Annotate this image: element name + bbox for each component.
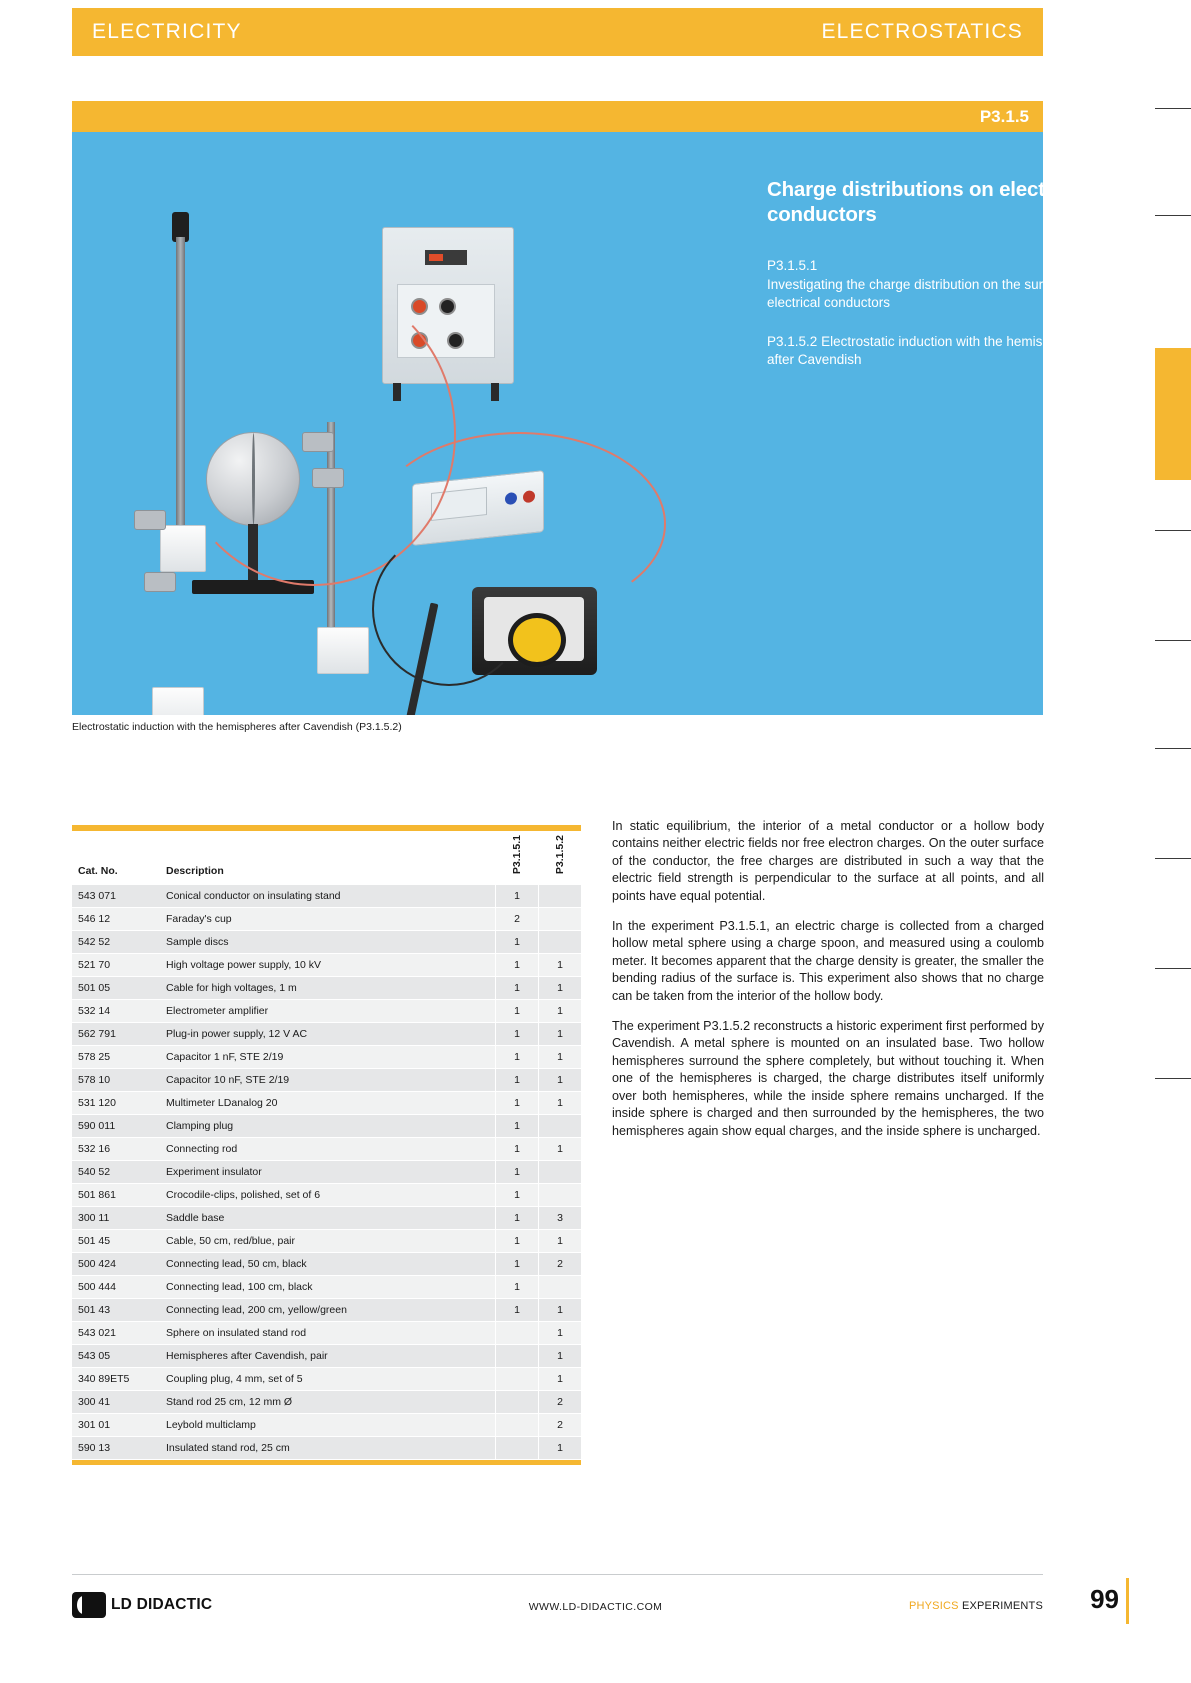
cell-qty-p31511: 1 xyxy=(496,1138,539,1161)
experiment-code: P3.1.5 xyxy=(979,107,1029,126)
cell-description: Insulated stand rod, 25 cm xyxy=(160,1437,496,1460)
page-number: 99 xyxy=(1090,1584,1119,1614)
cell-description: Conical conductor on insulating stand xyxy=(160,885,496,908)
cell-cat-no: 501 45 xyxy=(72,1230,160,1253)
cell-qty-p31512 xyxy=(539,908,582,931)
cell-qty-p31511: 1 xyxy=(496,1207,539,1230)
body-paragraph-3: The experiment P3.1.5.2 reconstructs a historic experiment first performed by Cavendish. A metal sphere is mounted on an insulated base. Two hollow hemispheres surround the sphere completely, but without touching it. When one of the hemispheres is charged, the charge distributes itself uniformly over both hemispheres, while the inside sphere remains uncharged. If the inside sphere is charged and then surrounded by the hemispheres, the two hemispheres again show equal charges, and the inside sphere is uncharged. xyxy=(612,1019,1044,1138)
cell-qty-p31511 xyxy=(496,1437,539,1460)
column-header-cat-no: Cat. No. xyxy=(72,831,160,885)
cell-cat-no: 501 861 xyxy=(72,1184,160,1207)
cell-cat-no: 590 011 xyxy=(72,1115,160,1138)
parts-table xyxy=(72,825,581,1460)
cell-description: Clamping plug xyxy=(160,1115,496,1138)
cell-qty-p31512: 2 xyxy=(539,1253,582,1276)
parts-table-wrapper xyxy=(72,825,581,1465)
cell-qty-p31511: 1 xyxy=(496,1161,539,1184)
table-row xyxy=(72,1230,581,1253)
cell-qty-p31512 xyxy=(539,1184,582,1207)
supply-leg xyxy=(491,383,499,401)
cell-qty-p31511: 1 xyxy=(496,1092,539,1115)
experiment-1-text: Investigating the charge distribution on the surface of electrical conductors xyxy=(767,276,1084,310)
cell-qty-p31511: 1 xyxy=(496,1115,539,1138)
table-row xyxy=(72,1046,581,1069)
cell-description: Capacitor 10 nF, STE 2/19 xyxy=(160,1069,496,1092)
column-header-p31512: P3.1.5.2 xyxy=(539,831,582,885)
cell-cat-no: 590 13 xyxy=(72,1437,160,1460)
cell-cat-no: 543 071 xyxy=(72,885,160,908)
table-row xyxy=(72,931,581,954)
table-bottom-bar xyxy=(72,1460,581,1465)
cell-qty-p31512: 1 xyxy=(539,1299,582,1322)
margin-tick xyxy=(1155,530,1191,531)
saddle-base xyxy=(317,627,369,674)
figure-caption: Electrostatic induction with the hemispheres after Cavendish (P3.1.5.2) xyxy=(72,721,402,733)
cell-qty-p31512: 1 xyxy=(539,1368,582,1391)
cell-qty-p31511: 1 xyxy=(496,954,539,977)
cell-qty-p31511: 1 xyxy=(496,931,539,954)
cell-description: Sphere on insulated stand rod xyxy=(160,1322,496,1345)
cell-qty-p31512: 1 xyxy=(539,1322,582,1345)
table-row xyxy=(72,1437,581,1460)
table-row xyxy=(72,1299,581,1322)
supply-knob-icon xyxy=(439,298,456,315)
cell-qty-p31511: 1 xyxy=(496,1046,539,1069)
footer-section-physics: PHYSICS xyxy=(908,1600,959,1612)
experiment-2-code: P3.1.5.2 xyxy=(767,333,818,349)
insulator-block xyxy=(152,687,204,715)
table-row xyxy=(72,1276,581,1299)
cell-cat-no: 578 10 xyxy=(72,1069,160,1092)
cell-qty-p31511: 1 xyxy=(496,1230,539,1253)
table-row xyxy=(72,954,581,977)
table-row xyxy=(72,1253,581,1276)
cell-description: Plug-in power supply, 12 V AC xyxy=(160,1023,496,1046)
cell-cat-no: 500 424 xyxy=(72,1253,160,1276)
experiment-2-block xyxy=(767,333,1097,370)
supply-socket-icon xyxy=(447,332,464,349)
cell-cat-no: 300 41 xyxy=(72,1391,160,1414)
cell-description: Connecting rod xyxy=(160,1138,496,1161)
table-header-row xyxy=(72,831,581,885)
table-row xyxy=(72,1115,581,1138)
table-row xyxy=(72,1000,581,1023)
cell-qty-p31511 xyxy=(496,1345,539,1368)
cell-cat-no: 542 52 xyxy=(72,931,160,954)
cell-qty-p31511: 1 xyxy=(496,885,539,908)
hero-text-block xyxy=(767,177,1097,370)
footer-section-label xyxy=(909,1600,1043,1612)
body-text-column xyxy=(612,818,1044,1140)
cell-cat-no: 532 14 xyxy=(72,1000,160,1023)
cell-description: Connecting lead, 200 cm, yellow/green xyxy=(160,1299,496,1322)
cell-cat-no: 501 05 xyxy=(72,977,160,1000)
insulator-block xyxy=(160,525,206,572)
cell-description: Multimeter LDanalog 20 xyxy=(160,1092,496,1115)
header-left-title: ELECTRICITY xyxy=(92,20,242,43)
column-header-description: Description xyxy=(160,831,496,885)
cell-cat-no: 531 120 xyxy=(72,1092,160,1115)
cell-qty-p31512 xyxy=(539,1115,582,1138)
cell-qty-p31511: 1 xyxy=(496,1299,539,1322)
hero-code-bar xyxy=(72,101,1043,132)
cell-qty-p31511: 1 xyxy=(496,1000,539,1023)
cell-description: Hemispheres after Cavendish, pair xyxy=(160,1345,496,1368)
cell-qty-p31511: 1 xyxy=(496,1253,539,1276)
cell-qty-p31512: 1 xyxy=(539,1000,582,1023)
cell-description: Coupling plug, 4 mm, set of 5 xyxy=(160,1368,496,1391)
cell-description: Experiment insulator xyxy=(160,1161,496,1184)
cell-qty-p31511: 1 xyxy=(496,977,539,1000)
section-tab-marker xyxy=(1155,348,1191,480)
cell-qty-p31512: 2 xyxy=(539,1414,582,1437)
cell-qty-p31511 xyxy=(496,1391,539,1414)
cell-qty-p31511: 1 xyxy=(496,1276,539,1299)
cell-qty-p31511 xyxy=(496,1414,539,1437)
hero-section xyxy=(72,101,1086,715)
table-row xyxy=(72,1207,581,1230)
cell-qty-p31511: 1 xyxy=(496,1184,539,1207)
cell-qty-p31511 xyxy=(496,1368,539,1391)
cell-cat-no: 340 89ET5 xyxy=(72,1368,160,1391)
cell-cat-no: 501 43 xyxy=(72,1299,160,1322)
table-row xyxy=(72,908,581,931)
cell-qty-p31512: 1 xyxy=(539,1069,582,1092)
table-row xyxy=(72,1161,581,1184)
cell-qty-p31512: 1 xyxy=(539,1023,582,1046)
margin-tick xyxy=(1155,968,1191,969)
margin-tick xyxy=(1155,640,1191,641)
cell-description: Leybold multiclamp xyxy=(160,1414,496,1437)
cell-qty-p31511: 1 xyxy=(496,1023,539,1046)
cell-cat-no: 543 021 xyxy=(72,1322,160,1345)
footer-url: WWW.LD-DIDACTIC.COM xyxy=(528,1601,663,1613)
footer-section-experiments: EXPERIMENTS xyxy=(961,1600,1043,1612)
cell-qty-p31512: 1 xyxy=(539,1046,582,1069)
table-row xyxy=(72,1069,581,1092)
cell-description: Capacitor 1 nF, STE 2/19 xyxy=(160,1046,496,1069)
cell-cat-no: 532 16 xyxy=(72,1138,160,1161)
cell-cat-no: 540 52 xyxy=(72,1161,160,1184)
table-row xyxy=(72,1391,581,1414)
table-row xyxy=(72,1138,581,1161)
parts-table-body xyxy=(72,885,581,1460)
page-number-accent xyxy=(1126,1578,1129,1624)
table-row xyxy=(72,1368,581,1391)
cell-description: Crocodile-clips, polished, set of 6 xyxy=(160,1184,496,1207)
hero-title: Charge distributions on electrical conductors xyxy=(767,178,1086,226)
cell-qty-p31512: 2 xyxy=(539,1391,582,1414)
cell-qty-p31512: 1 xyxy=(539,954,582,977)
cell-qty-p31512: 1 xyxy=(539,1230,582,1253)
cell-cat-no: 546 12 xyxy=(72,908,160,931)
supply-knob-icon xyxy=(411,298,428,315)
cell-qty-p31512 xyxy=(539,931,582,954)
cell-qty-p31511 xyxy=(496,1322,539,1345)
multiclamp-icon xyxy=(144,572,176,592)
cell-description: Connecting lead, 100 cm, black xyxy=(160,1276,496,1299)
table-row xyxy=(72,1092,581,1115)
body-paragraph-2: In the experiment P3.1.5.1, an electric charge is collected from a charged hollow metal sphere using a charge spoon, and measured using a coulomb meter. It becomes apparent that the charge density is greater, the smaller the bending radius of the surface is. This experiment also shows that no charge can be taken from the interior of the hollow body. xyxy=(612,919,1044,1003)
margin-tick xyxy=(1155,748,1191,749)
margin-tick xyxy=(1155,108,1191,109)
experiment-2-text: Electrostatic induction with the hemispheres after Cavendish xyxy=(767,333,1084,367)
margin-tick xyxy=(1155,1078,1191,1079)
logo-text: LD DIDACTIC xyxy=(111,1596,213,1613)
experiment-1-block xyxy=(767,257,1097,313)
header-right-title: ELECTROSTATICS xyxy=(821,20,1023,43)
cell-qty-p31512: 1 xyxy=(539,1437,582,1460)
cell-description: Saddle base xyxy=(160,1207,496,1230)
experiment-photo xyxy=(72,132,767,715)
cell-description: Cable for high voltages, 1 m xyxy=(160,977,496,1000)
cell-cat-no: 301 01 xyxy=(72,1414,160,1437)
cell-qty-p31512: 3 xyxy=(539,1207,582,1230)
multiclamp-icon xyxy=(134,510,166,530)
cell-qty-p31512: 1 xyxy=(539,1092,582,1115)
page-header-band xyxy=(72,8,1043,56)
cell-qty-p31512: 1 xyxy=(539,1345,582,1368)
cell-qty-p31512 xyxy=(539,885,582,908)
cell-description: Sample discs xyxy=(160,931,496,954)
cell-description: Electrometer amplifier xyxy=(160,1000,496,1023)
cell-cat-no: 500 444 xyxy=(72,1276,160,1299)
body-paragraph-1: In static equilibrium, the interior of a metal conductor or a hollow body contains neither electric fields nor free electron charges. On the outer surface of the conductor, the free charges are distributed in such a way that the electric field strength is perpendicular to the surface at all points, and all points have equal potential. xyxy=(612,819,1044,903)
supply-display-icon xyxy=(425,250,467,265)
cell-qty-p31512 xyxy=(539,1276,582,1299)
margin-tick xyxy=(1155,215,1191,216)
table-row xyxy=(72,1414,581,1437)
cell-cat-no: 300 11 xyxy=(72,1207,160,1230)
cell-qty-p31511: 2 xyxy=(496,908,539,931)
table-row xyxy=(72,1345,581,1368)
cell-qty-p31511: 1 xyxy=(496,1069,539,1092)
cell-cat-no: 562 791 xyxy=(72,1023,160,1046)
footer-divider xyxy=(72,1574,1043,1575)
table-row xyxy=(72,1322,581,1345)
hero-body xyxy=(72,132,1086,715)
column-header-p31511: P3.1.5.1 xyxy=(496,831,539,885)
cell-qty-p31512: 1 xyxy=(539,977,582,1000)
cell-description: Faraday's cup xyxy=(160,908,496,931)
cell-cat-no: 578 25 xyxy=(72,1046,160,1069)
table-row xyxy=(72,1023,581,1046)
cell-description: Cable, 50 cm, red/blue, pair xyxy=(160,1230,496,1253)
cell-description: Connecting lead, 50 cm, black xyxy=(160,1253,496,1276)
table-row xyxy=(72,977,581,1000)
cell-description: Stand rod 25 cm, 12 mm Ø xyxy=(160,1391,496,1414)
cell-cat-no: 521 70 xyxy=(72,954,160,977)
cell-cat-no: 543 05 xyxy=(72,1345,160,1368)
experiment-1-code: P3.1.5.1 xyxy=(767,258,818,273)
table-row xyxy=(72,1184,581,1207)
margin-tick xyxy=(1155,858,1191,859)
cell-qty-p31512: 1 xyxy=(539,1138,582,1161)
table-row xyxy=(72,885,581,908)
black-connecting-cable xyxy=(372,532,526,686)
cell-description: High voltage power supply, 10 kV xyxy=(160,954,496,977)
cell-qty-p31512 xyxy=(539,1161,582,1184)
